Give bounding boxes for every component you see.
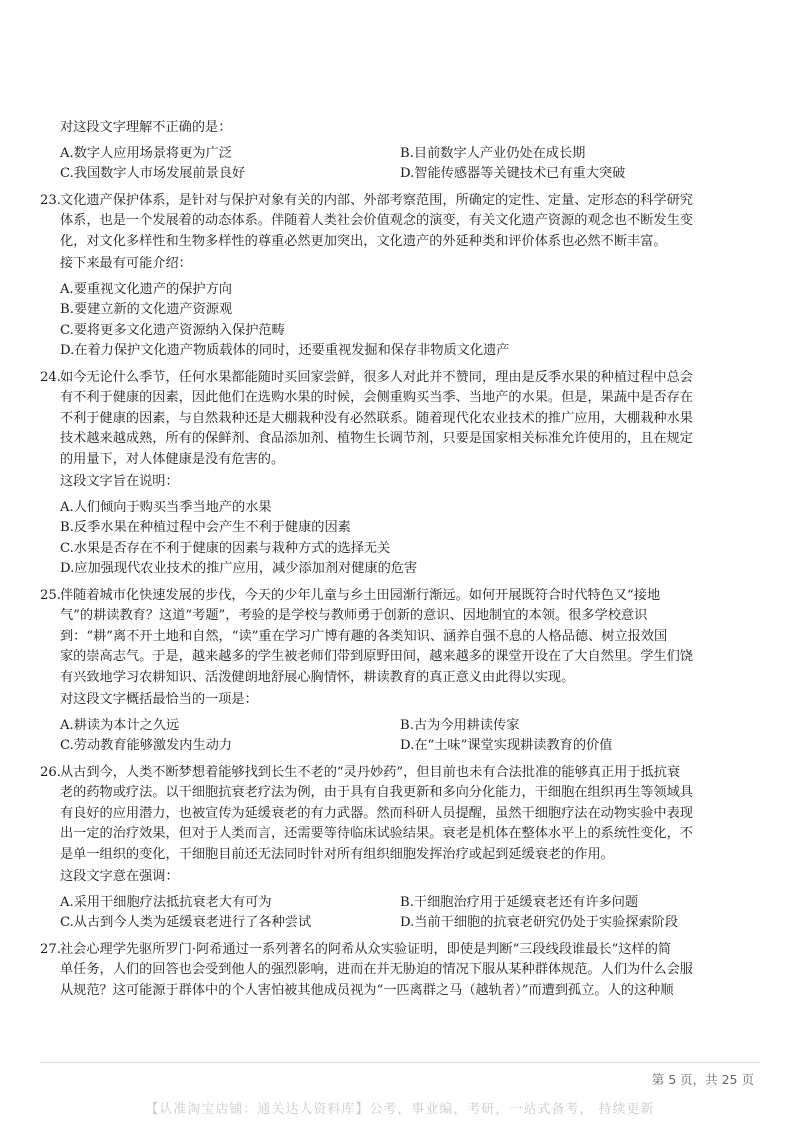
question-text-line: 气”的耕读教育？这道“考题”，考验的是学校与教师勇于创新的意识、因地制宜的本领。很多学校意识 xyxy=(60,608,648,623)
question-text-line: 的用量下，对人体健康是没有危害的。 xyxy=(60,451,285,467)
question-text-line: 化，对文化多样性和生物多样性的尊重必然更加突出，文化遗产的外延种类和评价体系也必然不断丰富。 xyxy=(60,233,667,249)
option-c: C.从古到今人类为延缓衰老进行了各种尝试 xyxy=(60,915,312,930)
question-number: 27. xyxy=(40,941,61,957)
question-text-line: 家的崇高志气。于是，越来越多的学生被老师们带到原野田间，越来越多的课堂开设在了大自然里。学生们饶 xyxy=(60,649,693,664)
question-text-line: 老的药物或疗法。以干细胞抗衰老疗法为例，由于具有自我更新和多向分化能力，干细胞在组织再生等领域具 xyxy=(60,785,693,800)
question-text-line: 出一定的治疗效果，但对于人类而言，还需要等待临床试验结果。衰老是机体在整体水平上的系统性变化，不 xyxy=(60,826,693,841)
question-number: 23. xyxy=(40,192,61,208)
question-27 xyxy=(40,940,770,1002)
option-d: D.在“土味”课堂实现耕读教育的价值 xyxy=(400,738,613,753)
options-grid xyxy=(40,893,770,934)
question-26 xyxy=(40,763,770,934)
question-text-line: 社会心理学先驱所罗门·阿希通过一系列著名的阿希从众实验证明，即使是判断“三段线段谁最长”这样的简 xyxy=(60,941,672,957)
option-d: D.当前干细胞的抗衰老研究仍处于实验探索阶段 xyxy=(400,915,679,930)
question-text-line: 从古到今，人类不断梦想着能够找到长生不老的“灵丹妙药”，但目前也未有合法批准的能够真正用于抵抗衰 xyxy=(60,764,681,780)
footer-divider xyxy=(40,1062,760,1063)
question-prompt: 接下来最有可能介绍： xyxy=(60,256,192,271)
option-a: A.人们倾向于购买当季当地产的水果 xyxy=(60,499,272,515)
question-text-line: 单任务，人们的回答也会受到他人的强烈影响，进而在并无胁迫的情况下服从某种群体规范。人们为什么会服 xyxy=(60,962,693,977)
question-text-line: 文化遗产保护体系，是针对与保护对象有关的内部、外部考察范围，所确定的定性、定量、定形态的科学研究 xyxy=(60,192,693,208)
option-a: A.采用干细胞疗法抵抗衰老大有可为 xyxy=(60,894,272,910)
question-text-line: 体系，也是一个发展着的动态体系。伴随着人类社会价值观念的演变，有关文化遗产资源的观念也不断发生变 xyxy=(60,213,693,228)
option-b: B.反季水果在种植过程中会产生不利于健康的因素 xyxy=(60,520,351,535)
question-text-line: 如今无论什么季节，任何水果都能随时买回家尝鲜，很多人对此并不赞同，理由是反季水果的种植过程中总会 xyxy=(60,369,693,385)
option-c: C.要将更多文化遗产资源纳入保护范畴 xyxy=(60,322,285,338)
options-list xyxy=(40,280,770,362)
page-number: 第 5 页，共 25 页 xyxy=(651,1072,754,1087)
question-text-line: 有兴致地学习农耕知识、活泼健朗地舒展心胸情怀，耕读教育的真正意义由此得以实现。 xyxy=(60,669,575,685)
question-number: 24. xyxy=(40,369,61,385)
option-d: D.应加强现代农业技术的推广应用，减少添加剂对健康的危害 xyxy=(60,561,418,576)
question-prompt: 这段文字意在强调： xyxy=(60,869,179,884)
option-b: B.要建立新的文化遗产资源观 xyxy=(60,302,233,317)
question-23 xyxy=(40,191,770,362)
question-text-line: 到：“耕”离不开土地和自然，“读”重在学习广博有趣的各类知识、涵养自强不息的人格品德、树立报效国 xyxy=(60,628,668,644)
question-prompt: 对这段文字理解不正确的是： xyxy=(60,120,232,135)
question-text-line: 是单一组织的变化，干细胞目前还无法同时针对所有组织细胞发挥治疗或起到延缓衰老的作用。 xyxy=(60,846,614,862)
question-text-line: 有良好的应用潜力，也被宣传为延缓衰老的有力武器。然而科研人员提醒，虽然干细胞疗法在动物实验中表现 xyxy=(60,805,693,821)
question-prompt: 这段文字旨在说明： xyxy=(60,474,179,489)
question-text-line: 不利于健康的因素，与自然栽种还是大棚栽种没有必然联系。随着现代化农业技术的推广应用，大棚栽种水果 xyxy=(60,410,693,426)
watermark-text: 【认准淘宝店铺：通关达人资料库】公考，事业编，考研，一站式备考， 持续更新 xyxy=(145,1102,655,1117)
option-b: B.目前数字人产业仍处在成长期 xyxy=(400,145,586,161)
question-24 xyxy=(40,368,770,580)
option-c: C.水果是否存在不利于健康的因素与栽种方式的选择无关 xyxy=(60,540,391,556)
options-grid xyxy=(40,144,770,185)
question-25 xyxy=(40,586,770,757)
option-b: B.干细胞治疗用于延缓衰老还有许多问题 xyxy=(400,894,639,910)
question-text-line: 技术越来越成熟，所有的保鲜剂、食品添加剂、植物生长调节剂，只要是国家相关标准允许使用的，且在规定 xyxy=(60,431,693,446)
option-d: D.智能传感器等关键技术已有重大突破 xyxy=(400,166,626,181)
option-a: A.耕读为本计之久远 xyxy=(60,717,180,733)
option-a: A.数字人应用场景将更为广泛 xyxy=(60,145,232,161)
question-number: 26. xyxy=(40,764,61,780)
option-c: C.我国数字人市场发展前景良好 xyxy=(60,166,246,181)
question-text-line: 从规范？这可能源于群体中的个人害怕被其他成员视为“一匹离群之马（越轨者）”而遭到孤立。人的这种顺 xyxy=(60,982,674,998)
option-d: D.在着力保护文化遗产物质载体的同时，还要重视发掘和保存非物质文化遗产 xyxy=(60,343,510,358)
question-prompt: 对这段文字概括最恰当的一项是： xyxy=(60,692,258,707)
question-text-line: 伴随着城市化快速发展的步伐，今天的少年儿童与乡土田园渐行渐远。如何开展既符合时代特色又“接地 xyxy=(60,587,661,603)
option-b: B.古为今用耕读传家 xyxy=(400,717,520,733)
question-text-line: 有不利于健康的因素，因此他们在选购水果的时候，会侧重购买当季、当地产的水果。但是，果蔬中是否存在 xyxy=(60,390,693,405)
options-list xyxy=(40,498,770,580)
options-grid xyxy=(40,716,770,757)
question-number: 25. xyxy=(40,587,61,603)
question-22 xyxy=(40,118,770,185)
option-a: A.要重视文化遗产的保护方向 xyxy=(60,281,232,297)
option-c: C.劳动教育能够激发内生动力 xyxy=(60,738,233,753)
page-content xyxy=(40,116,770,1001)
